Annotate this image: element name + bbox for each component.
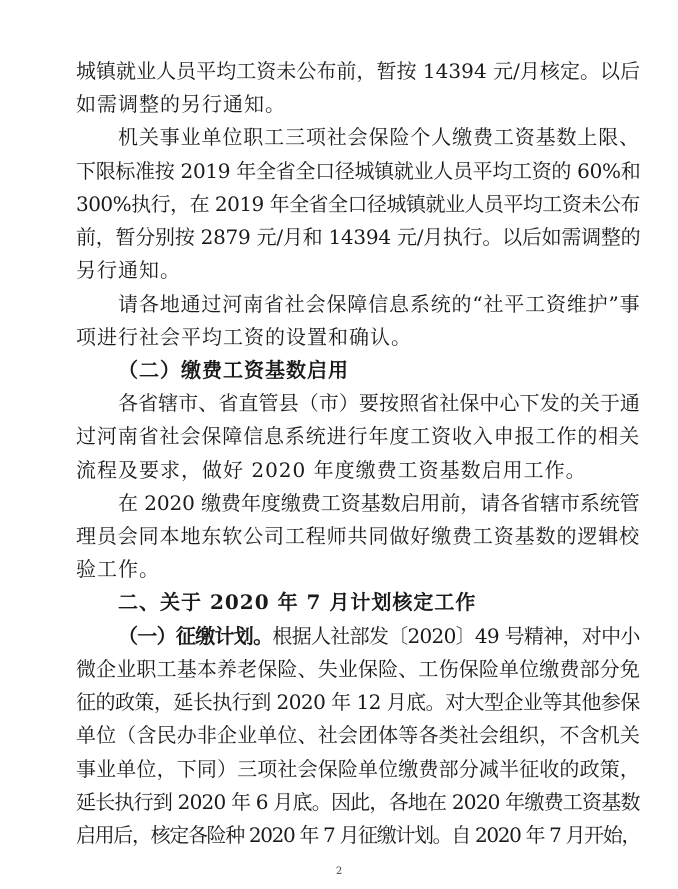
text-line: 另行通知。 [76,258,181,282]
subsection-title: （一）征缴计划。 [118,624,273,648]
paragraph-first-line [118,623,640,649]
text-line: 验工作。 [76,557,160,581]
paragraph-first-line: 请各地通过河南省社会保障信息系统的“社平工资维护”事 [118,292,641,316]
text-line: 下限标准按 2019 年全省全口径城镇就业人员平均工资的 60%和 [76,159,641,183]
text-line: 延长执行到 2020 年 6 月底。因此，各地在 2020 年缴费工资基数 [76,790,640,814]
section-heading: 二、关于 2020 年 7 月计划核定工作 [118,590,477,614]
text-line: 300%执行，在 2019 年全省全口径城镇就业人员平均工资未公布 [76,192,640,216]
text-line: 项进行社会平均工资的设置和确认。 [76,325,412,349]
text-line: 事业单位，下同）三项社会保险单位缴费部分减半征收的政策， [76,757,640,781]
paragraph-first-line: 机关事业单位职工三项社会保险个人缴费工资基数上限、 [118,125,640,149]
paragraph-first-line: 各省辖市、省直管县（市）要按照省社保中心下发的关于通 [118,391,640,415]
text-line: 如需调整的另行通知。 [76,92,286,116]
text-line: 征的政策，延长执行到 2020 年 12 月底。对大型企业等其他参保 [76,690,640,714]
paragraph-text: 根据人社部发〔2020〕49 号精神，对中小 [272,624,640,648]
text-line: 启用后，核定各险种 2020 年 7 月征缴计划。自 2020 年 7 月开始， [76,823,641,847]
page-number: 2 [335,866,343,877]
paragraph-first-line: 在 2020 缴费年度缴费工资基数启用前，请各省辖市系统管 [118,491,640,515]
text-line: 城镇就业人员平均工资未公布前，暂按 14394 元/月核定。以后 [76,59,641,83]
text-line: 流程及要求，做好 2020 年度缴费工资基数启用工作。 [76,458,587,482]
text-line: 理员会同本地东软公司工程师共同做好缴费工资基数的逻辑校 [76,524,640,548]
text-line: 微企业职工基本养老保险、失业保险、工伤保险单位缴费部分免 [76,657,640,681]
text-line: 过河南省社会保障信息系统进行年度工资收入申报工作的相关 [76,424,640,448]
section-heading: （二）缴费工资基数启用 [118,358,349,382]
text-line: 单位（含民办非企业单位、社会团体等各类社会组织，不含机关 [76,723,640,747]
text-line: 前，暂分别按 2879 元/月和 14394 元/月执行。以后如需调整的 [76,225,641,249]
